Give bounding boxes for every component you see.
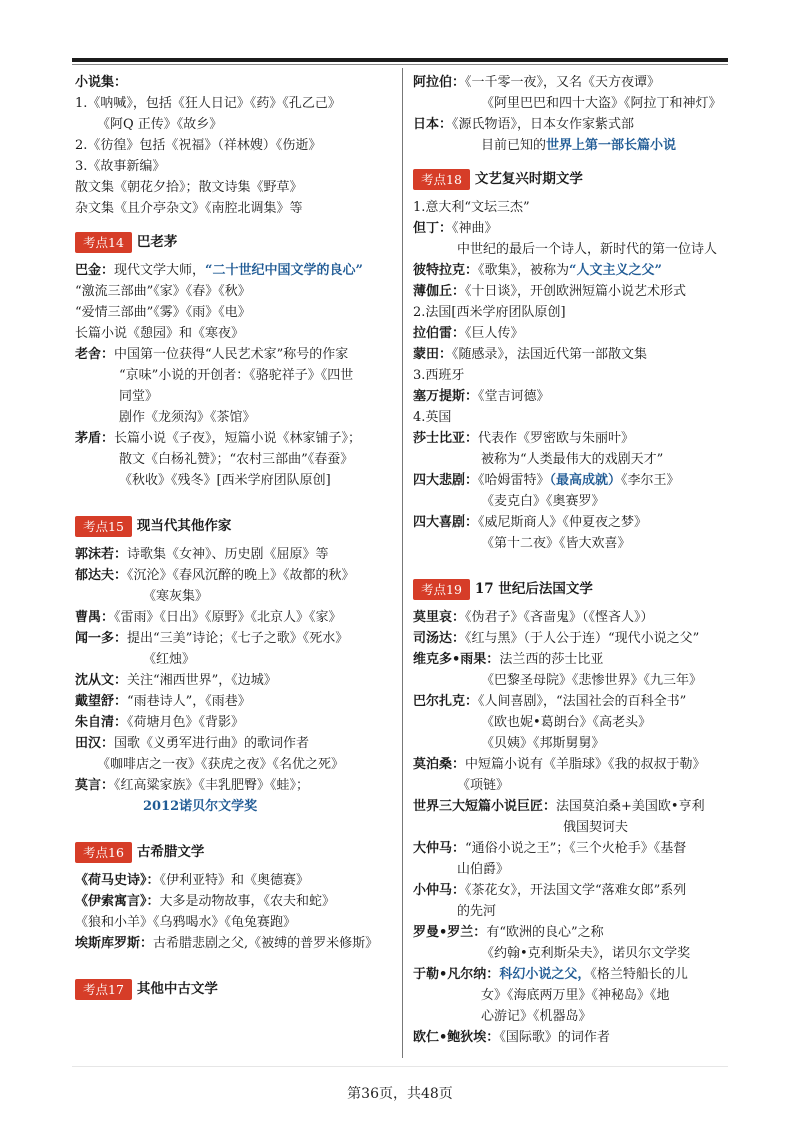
column-divider <box>402 68 403 1058</box>
novels-heading: 小说集： <box>75 75 128 90</box>
entry-text: 《巨人传》 <box>465 326 524 341</box>
entry-text: 国歌《义勇军进行曲》的歌词作者 <box>114 736 310 751</box>
author-name: 莎士比亚： <box>413 431 479 446</box>
author-name: 曹禺： <box>75 610 115 625</box>
entry-line: 《秋收》《残冬》[西米学府团队原创] <box>119 473 331 488</box>
entry-line: 《狼和小羊》《乌鸦喝水》《龟兔赛跑》 <box>75 915 297 930</box>
entry-text: 古希腊悲剧之父,《被缚的普罗米修斯》 <box>153 936 379 951</box>
entry-line: 《约翰•克利斯朵夫》，诺贝尔文学奖 <box>481 946 691 961</box>
entry-dumas-fils <box>413 880 733 901</box>
entry-text: “通俗小说之王”；《三个火枪手》《基督 <box>465 841 687 856</box>
section-badge: 考点18 <box>413 169 470 190</box>
entry-tragedies <box>413 470 733 491</box>
entry-text: 中短篇小说有《羊脂球》《我的叔叔于勒》 <box>465 757 706 772</box>
entry-balzac <box>413 691 733 712</box>
section-badge: 考点16 <box>75 842 132 863</box>
entry-arab <box>413 72 733 93</box>
section-title: 17 世纪后法国文学 <box>474 581 593 597</box>
entry-text: 《威尼斯商人》《仲夏夜之梦》 <box>478 515 648 530</box>
entry-line: 同堂》 <box>119 389 159 404</box>
entry-moliere <box>413 607 733 628</box>
highlight-text: 科幻小说之父， <box>499 967 591 982</box>
highlight-text: 世界上第一部长篇小说 <box>546 138 677 153</box>
entry-verne <box>413 964 733 985</box>
left-column <box>75 72 397 1007</box>
entry-line: 的先河 <box>457 904 497 919</box>
entry-text: 中国第一位获得“人民艺术家”称号的作家 <box>114 347 349 362</box>
entry-mo <box>75 775 397 796</box>
entry-text: 《人间喜剧》，“法国社会的百科全书” <box>478 694 687 709</box>
entry-text: 关注“湘西世界”，《边城》 <box>127 673 277 688</box>
entry-rolland <box>413 922 733 943</box>
entry-aesop <box>75 891 397 912</box>
author-name: 郭沫若： <box>75 547 128 562</box>
section-title: 古希腊文学 <box>136 844 205 860</box>
entry-laoshe <box>75 344 397 365</box>
entry-stendhal <box>413 628 733 649</box>
author-name: 茅盾： <box>75 431 115 446</box>
entry-maodun <box>75 428 397 449</box>
subheading: 2.法国[西米学府团队原创] <box>413 305 566 320</box>
entry-text: 《国际歌》的词作者 <box>499 1030 610 1045</box>
section-header-19 <box>413 574 733 604</box>
author-name: 郁达夫： <box>75 568 128 583</box>
highlight-text: “二十世纪中国文学的良心” <box>205 263 363 278</box>
entry-text: 《歌集》，被称为 <box>478 263 570 278</box>
author-name: 巴金： <box>75 263 115 278</box>
author-name: 小仲马： <box>413 883 466 898</box>
highlight-text: 2012诺贝尔文学奖 <box>143 799 258 814</box>
author-name: 欧仁•鲍狄埃： <box>413 1030 500 1045</box>
entry-line: 中世纪的最后一个诗人，新时代的第一位诗人 <box>457 242 718 257</box>
section-header-14 <box>75 227 397 257</box>
author-name: 田汉： <box>75 736 115 751</box>
entry-line <box>413 135 733 156</box>
entry-text: 《堂吉诃德》 <box>478 389 550 404</box>
author-name: 大仲马： <box>413 841 466 856</box>
entry-text: 《格兰特船长的儿 <box>590 967 688 982</box>
entry-text: 《伊利亚特》和《奥德赛》 <box>159 873 310 888</box>
entry-shakespeare <box>413 428 733 449</box>
entry-text: 长篇小说《子夜》，短篇小说《林家铺子》； <box>114 431 362 446</box>
entry-line: 《麦克白》《奥赛罗》 <box>481 494 605 509</box>
author-name: 四大悲剧： <box>413 473 479 488</box>
section-title: 现当代其他作家 <box>136 518 232 534</box>
section-badge: 考点14 <box>75 232 132 253</box>
entry-text: 《雷雨》《日出》《原野》《北京人》《家》 <box>114 610 342 625</box>
entry-line: 《项链》 <box>457 778 510 793</box>
author-name: 四大喜剧： <box>413 515 479 530</box>
section-title: 巴老茅 <box>136 234 178 250</box>
entry-text: 《源氏物语》，日本女作家紫式部 <box>452 117 635 132</box>
entry-three-masters <box>413 796 733 817</box>
entry-text: 大多是动物故事，《农夫和蛇》 <box>159 894 336 909</box>
entry-bajin <box>75 260 397 281</box>
entry-text: 提出“三美”诗论；《七子之歌》《死水》 <box>127 631 349 646</box>
entry-line: 长篇小说《憩园》和《寒夜》 <box>75 326 245 341</box>
entry-line: 《欧也妮•葛朗台》《高老头》 <box>481 715 652 730</box>
author-name: 莫泊桑： <box>413 757 466 772</box>
entry-cao <box>75 607 397 628</box>
entry-line: 俄国契诃夫 <box>563 820 629 835</box>
section-badge: 考点19 <box>413 579 470 600</box>
entry-dumas-pere <box>413 838 733 859</box>
entry-text: 法兰西的莎士比亚 <box>499 652 604 667</box>
entry-line: “爱情三部曲”《雾》《雨》《电》 <box>75 305 251 320</box>
section-header-17 <box>75 974 397 1004</box>
entry-dante <box>413 218 733 239</box>
author-name: 但丁： <box>413 221 453 236</box>
author-name: 罗曼•罗兰： <box>413 925 487 940</box>
entry-line: 《第十二夜》《皆大欢喜》 <box>481 536 631 551</box>
author-name: 埃斯库罗斯： <box>75 936 154 951</box>
page-number: 第36页，共48页 <box>347 1086 453 1102</box>
author-name: 朱自清： <box>75 715 128 730</box>
entry-cervantes <box>413 386 733 407</box>
entry-guo <box>75 544 397 565</box>
entry-line: 山伯爵》 <box>457 862 510 877</box>
entry-text: 《伪君子》《吝啬鬼》（《悭吝人》） <box>465 610 654 625</box>
entry-text: 《红与黑》（于人公于连）“现代小说之父” <box>465 631 700 646</box>
entry-text: 《随感录》，法国近代第一部散文集 <box>452 347 648 362</box>
entry-wen <box>75 628 397 649</box>
entry-line: 《贝姨》《邦斯舅舅》 <box>481 736 605 751</box>
entry-text: 法国莫泊桑+美国欧•亨利 <box>556 799 705 814</box>
entry-tian <box>75 733 397 754</box>
novels-line: 《阿Q 正传》《故乡》 <box>97 117 223 132</box>
section-header-15 <box>75 511 397 541</box>
entry-line: 《巴黎圣母院》《悲惨世界》《九三年》 <box>481 673 703 688</box>
entry-line: 剧作《龙须沟》《茶馆》 <box>119 410 256 425</box>
entry-maupassant <box>413 754 733 775</box>
novels-line: 杂文集《且介亭杂文》《南腔北调集》等 <box>75 201 303 216</box>
author-name: 闻一多： <box>75 631 128 646</box>
entry-line: 《寒灰集》 <box>143 589 209 604</box>
entry-line: 《阿里巴巴和四十大盗》《阿拉丁和神灯》 <box>481 96 722 111</box>
entry-text: 《沉沦》《春风沉醉的晚上》《故都的秋》 <box>127 568 355 583</box>
section-badge: 考点15 <box>75 516 132 537</box>
entry-line: 散文《白杨礼赞》；“农村三部曲”《春蚕》 <box>119 452 354 467</box>
entry-petrarch <box>413 260 733 281</box>
author-name: 莫里哀： <box>413 610 466 625</box>
entry-text: 《十日谈》，开创欧洲短篇小说艺术形式 <box>465 284 687 299</box>
entry-text: 《茶花女》，开法国文学“落难女郎”系列 <box>465 883 687 898</box>
entry-text: 《神曲》 <box>452 221 498 236</box>
header-rule-thin <box>72 64 728 65</box>
novels-line: 3.《故事新编》 <box>75 159 166 174</box>
entry-comedies <box>413 512 733 533</box>
novels-line: 2.《彷徨》包括《祝福》（祥林嫂）《伤逝》 <box>75 138 322 153</box>
author-name: 戴望舒： <box>75 694 128 709</box>
author-name: 《荷马史诗》： <box>75 873 160 888</box>
entry-aeschylus <box>75 933 397 954</box>
author-name: 塞万提斯： <box>413 389 479 404</box>
entry-rabelais <box>413 323 733 344</box>
entry-text: 《李尔王》 <box>621 473 680 488</box>
entry-dai <box>75 691 397 712</box>
entry-shen <box>75 670 397 691</box>
subheading: 1.意大利“文坛三杰” <box>413 200 530 215</box>
right-column <box>413 72 733 1048</box>
author-name: 日本： <box>413 117 453 132</box>
entry-text: 《荷塘月色》《背影》 <box>127 715 245 730</box>
entry-line: 《红烛》 <box>143 652 196 667</box>
novels-line: 散文集《朝花夕拾》；散文诗集《野草》 <box>75 180 303 195</box>
author-name: 维克多•雨果： <box>413 652 500 667</box>
entry-text: 《一千零一夜》，又名《天方夜谭》 <box>465 75 661 90</box>
entry-pottier <box>413 1027 733 1048</box>
footer-rule <box>72 1066 728 1067</box>
entry-line: 女》《海底两万里》《神秘岛》《地 <box>481 988 670 1003</box>
header-rule <box>72 58 728 62</box>
section-title: 文艺复兴时期文学 <box>474 171 583 187</box>
author-name: 薄伽丘： <box>413 284 466 299</box>
entry-text: 有“欧洲的良心”之称 <box>486 925 604 940</box>
author-name: 阿拉伯： <box>413 75 466 90</box>
section-title: 其他中古文学 <box>136 981 218 997</box>
author-name: 拉伯雷： <box>413 326 466 341</box>
author-name: 彼特拉克： <box>413 263 479 278</box>
subheading: 4.英国 <box>413 410 452 425</box>
author-name: 蒙田： <box>413 347 453 362</box>
author-name: 于勒•凡尔纳： <box>413 967 500 982</box>
entry-line: 心游记》《机器岛》 <box>481 1009 592 1024</box>
author-name: 《伊索寓言》： <box>75 894 160 909</box>
author-name: 老舍： <box>75 347 115 362</box>
entry-yu <box>75 565 397 586</box>
section-header-16 <box>75 837 397 867</box>
entry-montaigne <box>413 344 733 365</box>
entry-hugo <box>413 649 733 670</box>
entry-text: 现代文学大师， <box>114 263 206 278</box>
entry-line: 被称为“人类最伟大的戏剧天才” <box>481 452 664 467</box>
section-badge: 考点17 <box>75 979 132 1000</box>
author-name: 沈从文： <box>75 673 128 688</box>
entry-text: “雨巷诗人”，《雨巷》 <box>127 694 251 709</box>
entry-japan <box>413 114 733 135</box>
novels-line: 1.《呐喊》，包括《狂人日记》《药》《孔乙己》 <box>75 96 341 111</box>
entry-line: 《咖啡店之一夜》《获虎之夜》《名优之死》 <box>97 757 345 772</box>
author-name: 世界三大短篇小说巨匠： <box>413 799 557 814</box>
author-name: 司汤达： <box>413 631 466 646</box>
author-name: 巴尔扎克： <box>413 694 479 709</box>
section-header-18 <box>413 164 733 194</box>
entry-homer <box>75 870 397 891</box>
entry-boccaccio <box>413 281 733 302</box>
entry-text: 诗歌集《女神》、历史剧《屈原》等 <box>127 547 329 562</box>
entry-text: 目前已知的 <box>481 138 547 153</box>
entry-text: 《红高粱家族》《丰乳肥臀》《蛙》； <box>114 778 310 793</box>
subheading: 3.西班牙 <box>413 368 465 383</box>
highlight-text: “人文主义之父” <box>569 263 662 278</box>
entry-text: 代表作《罗密欧与朱丽叶》 <box>478 431 635 446</box>
highlight-text: （最高成就） <box>549 473 622 488</box>
entry-line: “京味”小说的开创者：《骆驼祥子》《四世 <box>119 368 354 383</box>
entry-text: 《哈姆雷特》 <box>478 473 550 488</box>
author-name: 莫言： <box>75 778 115 793</box>
entry-line: “激流三部曲”《家》《春》《秋》 <box>75 284 251 299</box>
entry-zhu <box>75 712 397 733</box>
